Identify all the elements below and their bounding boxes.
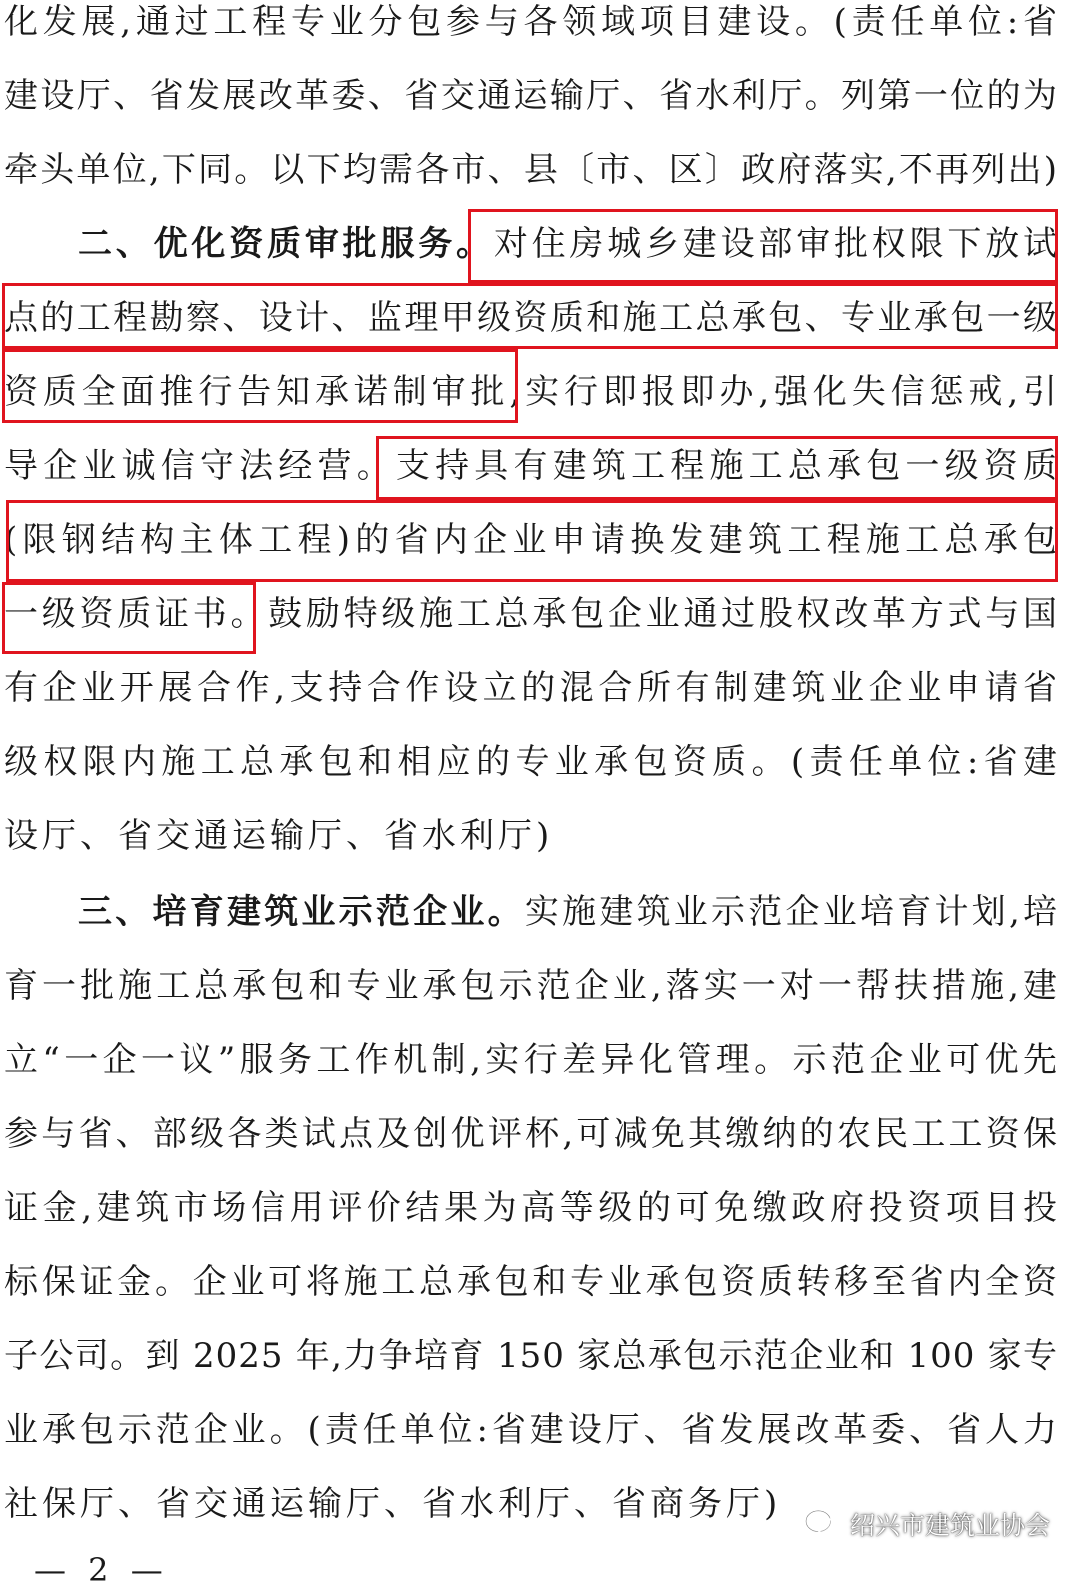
section-heading-line bbox=[78, 216, 1058, 272]
section-heading-line bbox=[78, 884, 1058, 940]
text-line: 设厅、省交通运输厅、省水利厅) bbox=[4, 816, 554, 856]
text-line: 资质全面推行告知承诺制审批,实行即报即办,强化失信惩戒,引 bbox=[4, 372, 1058, 412]
text-line: 业承包示范企业。(责任单位:省建设厅、省发展改革委、省人力 bbox=[4, 1410, 1058, 1450]
section-text: 对住房城乡建设部审批权限下放试 bbox=[493, 224, 1059, 264]
text-line: 子公司。到 2025 年,力争培育 150 家总承包示范企业和 100 家专 bbox=[4, 1336, 1058, 1376]
section-heading: 三、培育建筑业示范企业。 bbox=[78, 892, 525, 932]
text-line: 化发展,通过工程专业分包参与各领域项目建设。(责任单位:省 bbox=[4, 2, 1058, 42]
text-line: 育一批施工总承包和专业承包示范企业,落实一对一帮扶措施,建 bbox=[4, 966, 1058, 1006]
text-line: 一级资质证书。鼓励特级施工总承包企业通过股权改革方式与国 bbox=[4, 594, 1058, 634]
text-line: 证金,建筑市场信用评价结果为高等级的可免缴政府投资项目投 bbox=[4, 1188, 1058, 1228]
text-line: 标保证金。企业可将施工总承包和专业承包资质转移至省内全资 bbox=[4, 1262, 1058, 1302]
text-line: (限钢结构主体工程)的省内企业申请换发建筑工程施工总承包 bbox=[4, 520, 1058, 560]
section-text: 实施建筑业示范企业培育计划,培 bbox=[524, 892, 1058, 932]
watermark-text: 绍兴市建筑业协会 bbox=[849, 1511, 1050, 1540]
text-line: 级权限内施工总承包和相应的专业承包资质。(责任单位:省建 bbox=[4, 742, 1058, 782]
wechat-icon bbox=[804, 1508, 842, 1540]
text-line: 点的工程勘察、设计、监理甲级资质和施工总承包、专业承包一级 bbox=[4, 298, 1058, 338]
watermark bbox=[804, 1504, 1050, 1544]
text-line: 牵头单位,下同。以下均需各市、县〔市、区〕政府落实,不再列出) bbox=[4, 150, 1058, 190]
text-line: 导企业诚信守法经营。支持具有建筑工程施工总承包一级资质 bbox=[4, 446, 1058, 486]
page-number: — 2 — bbox=[34, 1551, 169, 1589]
section-heading: 二、优化资质审批服务。 bbox=[78, 224, 494, 264]
text-line: 参与省、部级各类试点及创优评杯,可减免其缴纳的农民工工资保 bbox=[4, 1114, 1058, 1154]
text-line: 社保厅、省交通运输厅、省水利厅、省商务厅) bbox=[4, 1484, 782, 1524]
text-line: 有企业开展合作,支持合作设立的混合所有制建筑业企业申请省 bbox=[4, 668, 1058, 708]
text-line: 立“一企一议”服务工作机制,实行差异化管理。示范企业可优先 bbox=[4, 1040, 1058, 1080]
text-line: 建设厅、省发展改革委、省交通运输厅、省水利厅。列第一位的为 bbox=[4, 76, 1058, 116]
